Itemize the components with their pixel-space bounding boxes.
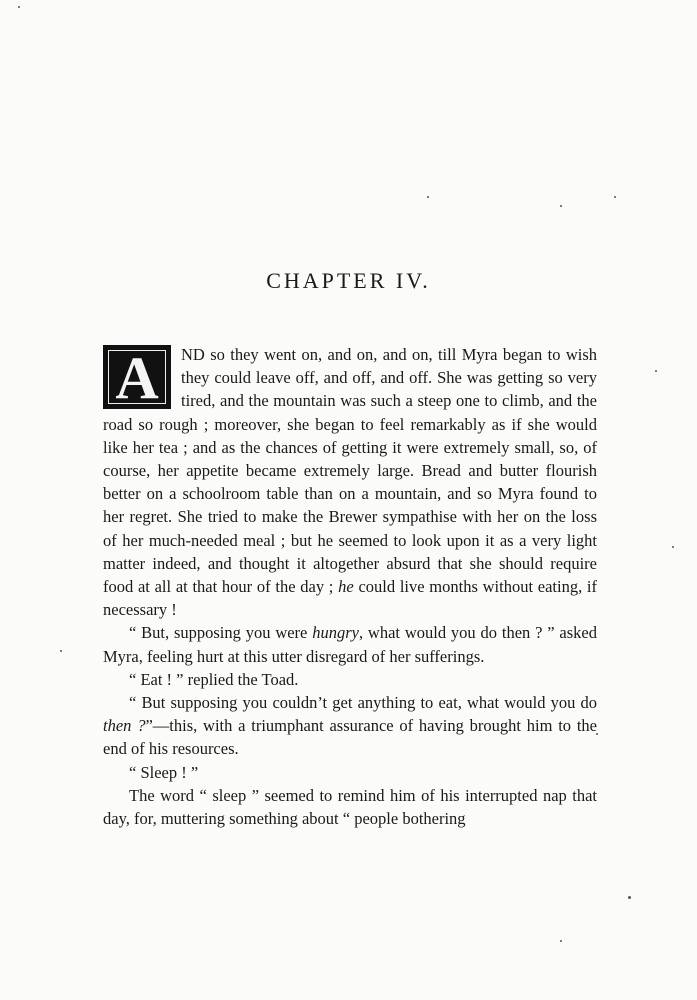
paragraph-2 <box>103 621 597 667</box>
chapter-title: CHAPTER IV. <box>266 268 431 293</box>
paragraph-6: The word “ sleep ” seemed to remind him of his interrupted nap that day, for, muttering something about “ people bothering <box>103 785 597 829</box>
print-speck <box>655 370 657 372</box>
print-speck <box>628 896 631 899</box>
drop-cap-ornament <box>103 345 171 409</box>
emphasis-then: then ? <box>103 716 146 736</box>
emphasis-he: he <box>338 577 354 597</box>
paragraph-1 <box>103 343 597 621</box>
chapter-body <box>103 343 597 830</box>
print-speck <box>560 940 562 942</box>
print-speck <box>427 196 429 198</box>
print-speck <box>560 205 562 207</box>
paragraph-1-end: could live months without eating, if necessary ! <box>103 577 597 620</box>
paragraph-3: “ Eat ! ” replied the Toad. <box>129 669 299 689</box>
paragraph-4-end: ”—this, with a triumphant assurance of having brought him to the end of his resources. <box>103 716 597 759</box>
print-speck <box>614 196 616 198</box>
print-speck <box>672 546 674 548</box>
print-speck <box>18 6 20 8</box>
emphasis-hungry: hungry <box>312 623 359 643</box>
paragraph-2-end: , what would you do then ? ” asked Myra, feeling hurt at this utter disregard of her sufferings. <box>103 623 597 666</box>
print-speck <box>60 650 62 652</box>
paragraph-5: “ Sleep ! ” <box>129 762 199 782</box>
paragraph-4-start: “ But supposing you couldn’t get anything to eat, what would you do <box>129 693 597 713</box>
paragraph-2-start: “ But, supposing you were <box>129 623 308 643</box>
drop-cap-letter: A <box>115 345 159 411</box>
paragraph-1-text: ND so they went on, and on, and on, till Myra began to wish they could leave off, and off, and off. She was getting so very tired, and the mountain was such a steep one to climb, and the road so rough ; moreover, she began to feel remarkably as if she would like her tea ; and as the chances of getting it were extremely small, so, of course, her appetite became extremely large. Bread and butter flourish better on a schoolroom table than on a mountain, and so Myra found to her regret. She tried to make the Brewer sympathise with her on the loss of her much-needed meal ; but he seemed to look upon it as a very light matter indeed, and thought it altogether absurd that she should require food at all at that hour of the day ; <box>103 345 597 597</box>
paragraph-4 <box>103 691 597 761</box>
